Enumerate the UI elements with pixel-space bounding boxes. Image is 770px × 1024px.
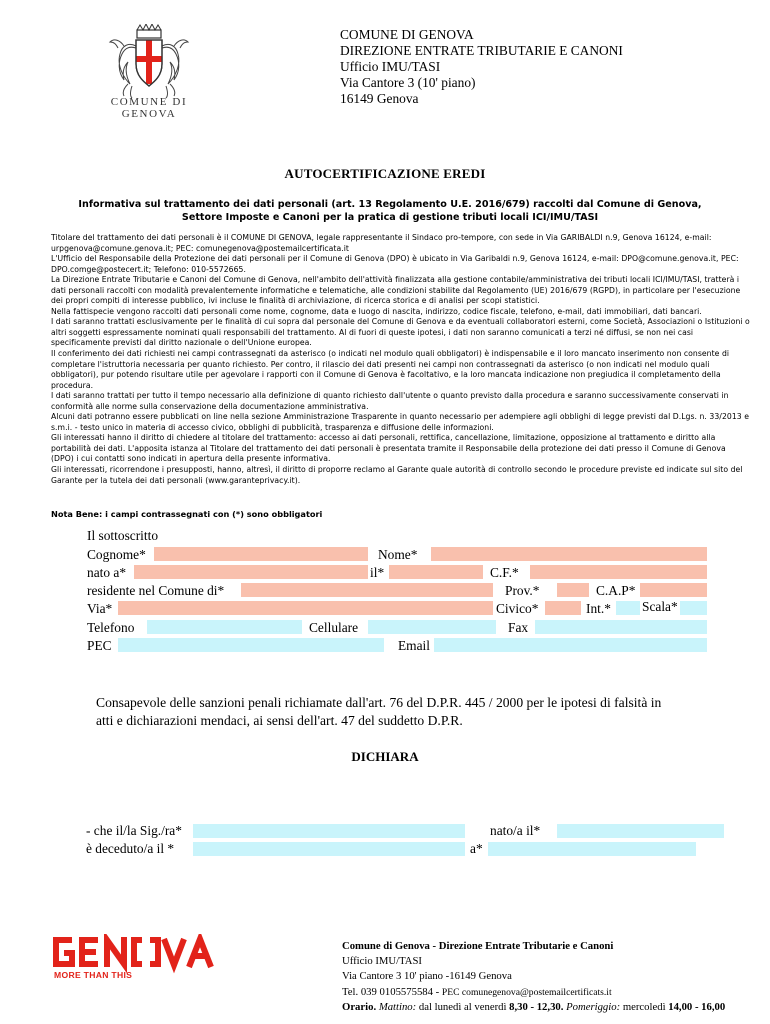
address-line-comune: COMUNE DI GENOVA: [340, 27, 474, 42]
privacy-heading-line-1: Informativa sul trattamento dei dati personali (art. 13 Regolamento U.E. 2016/679) raccolti dal Comune di Genova,: [78, 199, 702, 210]
postal-code-label: C.A.P*: [596, 583, 636, 598]
afternoon-days: mercoledì: [620, 1000, 669, 1013]
privacy-paragraph: Gli interessati hanno il diritto di chiedere al titolare del trattamento: accesso ai dati personali, rettifica, cancellazione, limitazione, opposizione al trattamento e diritto alla portabilità dei dati. L'apposita istanza al Titolare del trattamento dei dati personali è presentata tramite il Responsabile della protezione dei dati presso il Comune di Genova (DPO) i cui contatti sono indicati in apertura della presente informativa.: [51, 433, 726, 464]
privacy-paragraph: Alcuni dati potranno essere pubblicati on line nella sezione Amministrazione Trasparente in quanto necessario per adempiere agli obblighi di legge previsti dal D.Lgs. n. 33/2013 e s.m.i. - testo unico in materia di accesso civico, obblighi di pubblicità, trasparenza e diffusione delle informazioni.: [51, 412, 749, 432]
name-field[interactable]: [431, 547, 707, 561]
privacy-heading-line-2: Settore Imposte e Canoni per la pratica di gestione tributi locali ICI/IMU/TASI: [181, 211, 599, 223]
deceased-name-label: - che il/la Sig./ra*: [86, 823, 182, 838]
street-label: Via*: [87, 601, 113, 616]
apartment-field[interactable]: [616, 601, 640, 615]
death-date-label: è deceduto/a il *: [86, 841, 175, 856]
fax-label: Fax: [508, 620, 529, 635]
birthdate-field[interactable]: [389, 565, 483, 579]
morning-days: dal lunedì al venerdì: [416, 1000, 510, 1013]
required-fields-note: Nota Bene: i campi contrassegnati con (*) sono obbligatori: [51, 509, 323, 519]
residence-field[interactable]: [241, 583, 493, 597]
address-line-ufficio: Ufficio IMU/TASI: [340, 59, 441, 74]
death-place-label: a*: [470, 841, 483, 856]
privacy-notice-body: [51, 233, 751, 486]
privacy-paragraph: La Direzione Entrate Tributarie e Canoni del Comune di Genova, nell'ambito dell'attività finalizzata alla gestione contabile/amministrativa dei tributi locali ICI/IMU/TASI, tratterà i dati personali raccolti con modalità prevalentemente informatiche e telematiche, alle condizioni stabilite dal Regolamento (UE) 2016/679 (RGPD), in particolare per l'esecuzione dei propri compiti di interesse pubblico, ivi incluse le finalità di archiviazione, di ricerca storica e di analisi per scopi statistici.: [51, 275, 741, 306]
document-title: AUTOCERTIFICAZIONE EREDI: [284, 166, 486, 181]
mobile-label: Cellulare: [309, 620, 359, 635]
footer-office-unit: Ufficio IMU/TASI: [342, 955, 422, 968]
afternoon-hours: 14,00 - 16,00: [668, 1000, 726, 1013]
morning-label: Mattino:: [378, 1000, 417, 1013]
footer-opening-hours: [342, 1000, 725, 1015]
privacy-paragraph: Titolare del trattamento dei dati personali è il COMUNE DI GENOVA, legale rappresentante il Sindaco pro-tempore, con sede in Via GARIBALDI n.9, Genova 16124, e-mail: urpgenova@comune.genova.it; PEC: comunegenova@postemailcertificata.it: [51, 233, 712, 253]
staircase-field[interactable]: [680, 601, 707, 615]
house-number-label: Civico*: [496, 601, 539, 616]
death-place-field[interactable]: [488, 842, 696, 856]
staircase-label: Scala*: [642, 599, 678, 614]
province-field[interactable]: [557, 583, 589, 597]
comune-genova-coat-of-arms-logo: [84, 24, 214, 120]
privacy-paragraph: Nella fattispecie vengono raccolti dati personali come nome, cognome, data e luogo di nascita, indirizzo, codice fiscale, telefono, e-mail, dati immobiliari, dati bancari.: [51, 306, 702, 316]
morning-hours: 8,30 - 12,30.: [509, 1000, 564, 1013]
address-line-street: Via Cantore 3 (10' piano): [340, 75, 476, 90]
privacy-paragraph: Gli interessati, ricorrendone i presupposti, hanno, altresì, il diritto di proporre reclamo al Garante quale autorità di controllo secondo le procedure previste ed indicate sul sito del Garante per la tutela dei dati personali (www.garanteprivacy.it).: [51, 465, 743, 485]
mobile-field[interactable]: [368, 620, 496, 634]
footer-office-title: Comune di Genova - Direzione Entrate Tributarie e Canoni: [342, 940, 614, 952]
birthplace-label: nato a*: [87, 565, 127, 580]
footer-contacts: [342, 985, 725, 1000]
deceased-name-field[interactable]: [193, 824, 465, 838]
house-number-field[interactable]: [545, 601, 581, 615]
email-label: Email: [398, 638, 430, 653]
phone-label: Telefono: [87, 620, 135, 635]
logo-tagline: MORE THAN THIS: [54, 970, 133, 980]
pec-field[interactable]: [118, 638, 384, 652]
phone-field[interactable]: [147, 620, 302, 634]
privacy-paragraph: I dati saranno trattati esclusivamente per le finalità di cui sopra dal personale del Comune di Genova e da eventuali collaboratori esterni, come Società, Associazioni o Istituzioni o altri soggetti espressamente nominati quali responsabili del trattamento. Al di fuori di queste ipotesi, i dati non saranno comunicati a terzi né diffusi, se non nei casi specificamente previsti dal diritto nazionale o dell'Unione europea.: [51, 317, 750, 348]
privacy-paragraph: L'Ufficio del Responsabile della Protezione dei dati personali per il Comune di Genova (DPO) è ubicato in Via Garibaldi n.9, Genova 16124, e-mail: DPO@comune.genova.it, PEC: DPO.comge@postecert.it; Telefono: 010-5572665.: [51, 254, 739, 274]
address-line-direzione: DIREZIONE ENTRATE TRIBUTARIE E CANONI: [340, 43, 623, 58]
genova-more-than-this-logo: [50, 934, 230, 982]
province-label: Prov.*: [505, 583, 540, 598]
deceased-birthdate-field[interactable]: [557, 824, 724, 838]
awareness-line-2: atti e dichiarazioni mendaci, ai sensi dell'art. 47 del suddetto D.P.R.: [96, 713, 463, 728]
postal-code-field[interactable]: [640, 583, 707, 597]
afternoon-label: Pomeriggio:: [566, 1000, 621, 1013]
address-line-city: 16149 Genova: [340, 91, 419, 106]
birthdate-label: il*: [370, 565, 385, 580]
privacy-heading: [40, 199, 740, 224]
residence-label: residente nel Comune di*: [87, 583, 225, 598]
footer-address: Via Cantore 3 10' piano -16149 Genova: [342, 970, 512, 983]
apartment-label: Int.*: [586, 601, 611, 616]
birthplace-field[interactable]: [134, 565, 368, 579]
street-field[interactable]: [118, 601, 493, 615]
deceased-birthdate-label: nato/a il*: [490, 823, 541, 838]
email-field[interactable]: [434, 638, 707, 652]
fax-field[interactable]: [535, 620, 707, 634]
logo-caption: COMUNE DI GENOVA: [110, 96, 188, 120]
declares-heading: DICHIARA: [351, 749, 419, 764]
name-label: Nome*: [378, 547, 418, 562]
declaration-awareness-text: [96, 694, 661, 730]
form-intro-label: Il sottoscritto: [87, 528, 159, 543]
tax-code-field[interactable]: [530, 565, 707, 579]
pec-label: PEC: [87, 638, 112, 653]
privacy-paragraph: I dati saranno trattati per tutto il tempo necessario alla definizione di quanto richiesto dall'utente o quanto previsto dalla procedura e saranno successivamente conservati in conformità alle norme sulla conservazione della documentazione amministrativa.: [51, 391, 729, 411]
header-address-block: [340, 27, 623, 107]
hours-label: Orario.: [342, 1000, 377, 1013]
awareness-line-1: Consapevole delle sanzioni penali richiamate dall'art. 76 del D.P.R. 445 / 2000 per le ipotesi di falsità in: [96, 695, 662, 710]
footer-pec: PEC comunegenova@postemailcertificats.it: [441, 986, 612, 998]
footer-contact-info: [342, 939, 725, 1015]
death-date-field[interactable]: [193, 842, 465, 856]
privacy-paragraph: Il conferimento dei dati richiesti nei campi contrassegnati da asterisco (o indicati nel modulo quali obbligatori) è indispensabile e il loro mancato inserimento non consente di completare l'istruttoria necessaria per quanto richiesto. Per contro, il rilascio dei dati presenti nei campi non contrassegnati da asterisco (o non indicati nel modulo quali obbligatori), pur potendo risultare utile per agevolare i rapporti con il Comune di Genova è facoltativo, e la loro mancata indicazione non pregiudica il completamento della procedura.: [51, 349, 730, 390]
tax-code-label: C.F.*: [490, 565, 519, 580]
surname-field[interactable]: [154, 547, 368, 561]
surname-label: Cognome*: [87, 547, 146, 562]
footer-phone: Tel. 039 0105575584 -: [342, 985, 442, 998]
